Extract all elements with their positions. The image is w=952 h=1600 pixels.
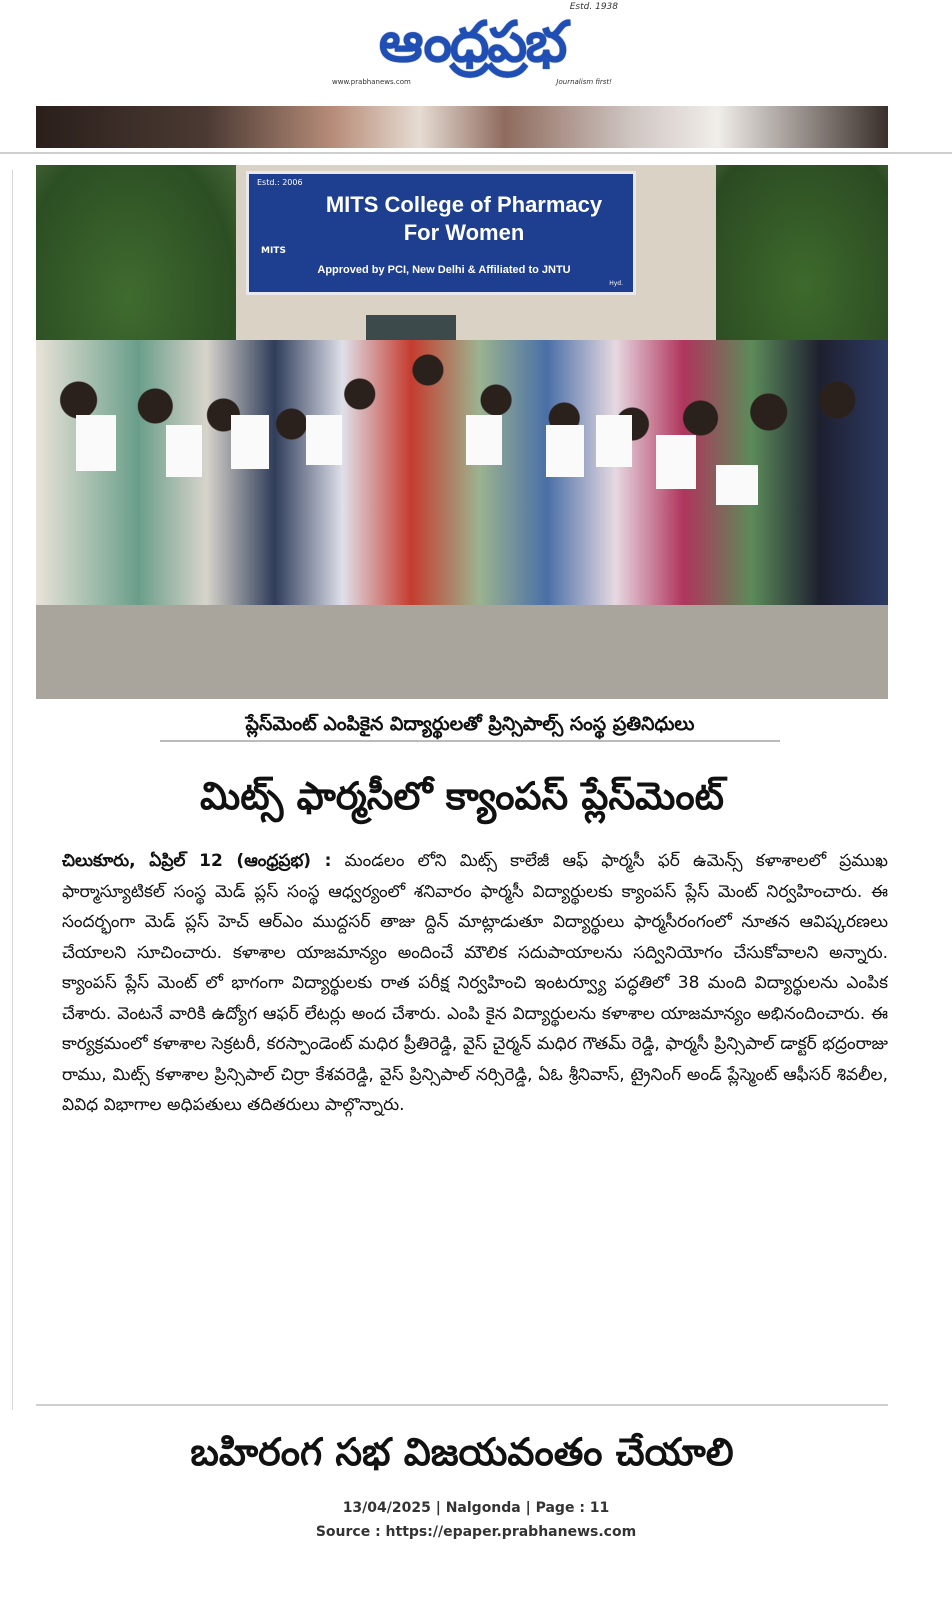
newspaper-logo — [322, 2, 622, 88]
divider — [0, 152, 952, 154]
article-photo — [36, 165, 888, 699]
sign-for-women: For Women — [403, 220, 525, 245]
tagline-label: Journalism first! — [556, 78, 612, 86]
sign-estd: Estd.: 2006 — [257, 178, 303, 187]
photo-offer-letters — [36, 415, 888, 505]
divider — [36, 1404, 888, 1406]
website-label: www.prabhanews.com — [332, 78, 411, 86]
photo-ground — [36, 605, 888, 699]
photo-caption: ప్లేస్‌మెంట్ ఎంపికైన విద్యార్థులతో ప్రిన్సిపాల్స్ సంస్థ ప్రతినిధులు — [160, 708, 780, 742]
source-footer — [0, 1496, 952, 1544]
established-label: Estd. 1938 — [569, 2, 618, 12]
sign-logo: MITS — [261, 246, 286, 256]
newspaper-title: ఆంధ్రప్రభ — [378, 10, 566, 75]
article-body — [62, 846, 888, 1394]
sign-approval: Approved by PCI, New Delhi & Affiliated to JNTU — [317, 264, 571, 276]
sign-city: Hyd. — [609, 280, 623, 287]
article-dateline: చిలుకూరు, ఏప్రిల్ 12 (ఆంధ్రప్రభ) : — [62, 851, 332, 871]
sign-college-name: MITS College of Pharmacy — [325, 192, 603, 217]
footer-date-edition: 13/04/2025 | Nalgonda | Page : 11 — [342, 1500, 610, 1516]
next-article-headline: బహిరంగ సభ విజయవంతం చేయాలి — [190, 1430, 734, 1474]
article-body-text: మండలం లోని మిట్స్ కాలేజీ ఆఫ్ ఫార్మసీ ఫర్ ఉమెన్స్ కళాశాలలో ప్రముఖ ఫార్మాస్యూటికల్ సంస్థ మెడ్ ప్లస్ సంస్థ ఆధ్వర్యంలో శనివారం ఫార్మసీ విద్యార్థులకు క్యాంపస్ ప్లేస్ మెంట్ నిర్వహించారు. ఈ సందర్భంగా మెడ్ ప్లస్ హెచ్ ఆర్ఎం ముద్దసర్ తాజు ద్దిన్ మాట్లాడుతూ విద్యార్థులు ఫార్మసీరంగంలో నూతన ఆవిష్కరణలు చేయాలని సూచించారు. కళాశాల యాజమాన్యం అందించే మౌలిక సదుపాయాలను సద్వినియోగం చేసుకోవాలని అన్నారు. క్యాంపస్ ప్లేస్ మెంట్ లో భాగంగా విద్యార్థులకు రాత పరీక్ష నిర్వహించి ఇంటర్వ్యూ పద్ధతిలో 38 మంది విద్యార్థులను ఎంపిక చేశారు. వెంటనే వారికి ఉద్యోగ ఆఫర్ లేటర్లు అంద చేశారు. ఎంపి కైన విద్యార్థులను కళాశాల యాజమాన్యం అభినందించారు. ఈ కార్యక్రమంలో కళాశాల సెక్రటరీ, కరస్పాండెంట్ మధిర ప్రీతిరెడ్డి, వైస్ చైర్మన్ మధిర గౌతమ్ రెడ్డి, ఫార్మసీ ప్రిన్సిపాల్ డాక్టర్ భద్రంరాజు రాము, మిట్స్ కళాశాల ప్రిన్సిపాల్ చిర్రా కేశవరెడ్డి, వైస్ ప్రిన్సిపాల్ నర్సిరెడ్డి, ఏఓ శ్రీనివాస్, ట్రైనింగ్ అండ్ ప్లేస్మెంట్ ఆఫీసర్ శివలీల, వివిధ విభాగాల అధిపతులు తదితరులు పాల్గొన్నారు. — [62, 851, 888, 1115]
college-signboard — [246, 171, 636, 295]
column-rule — [12, 170, 13, 1410]
footer-source-url: Source : https://epaper.prabhanews.com — [315, 1524, 637, 1540]
article-headline: మిట్స్ ఫార్మసీలో క్యాంపస్ ప్లేస్‌మెంట్ — [200, 774, 724, 818]
masthead — [0, 0, 952, 100]
previous-article-photo-strip — [36, 106, 888, 148]
